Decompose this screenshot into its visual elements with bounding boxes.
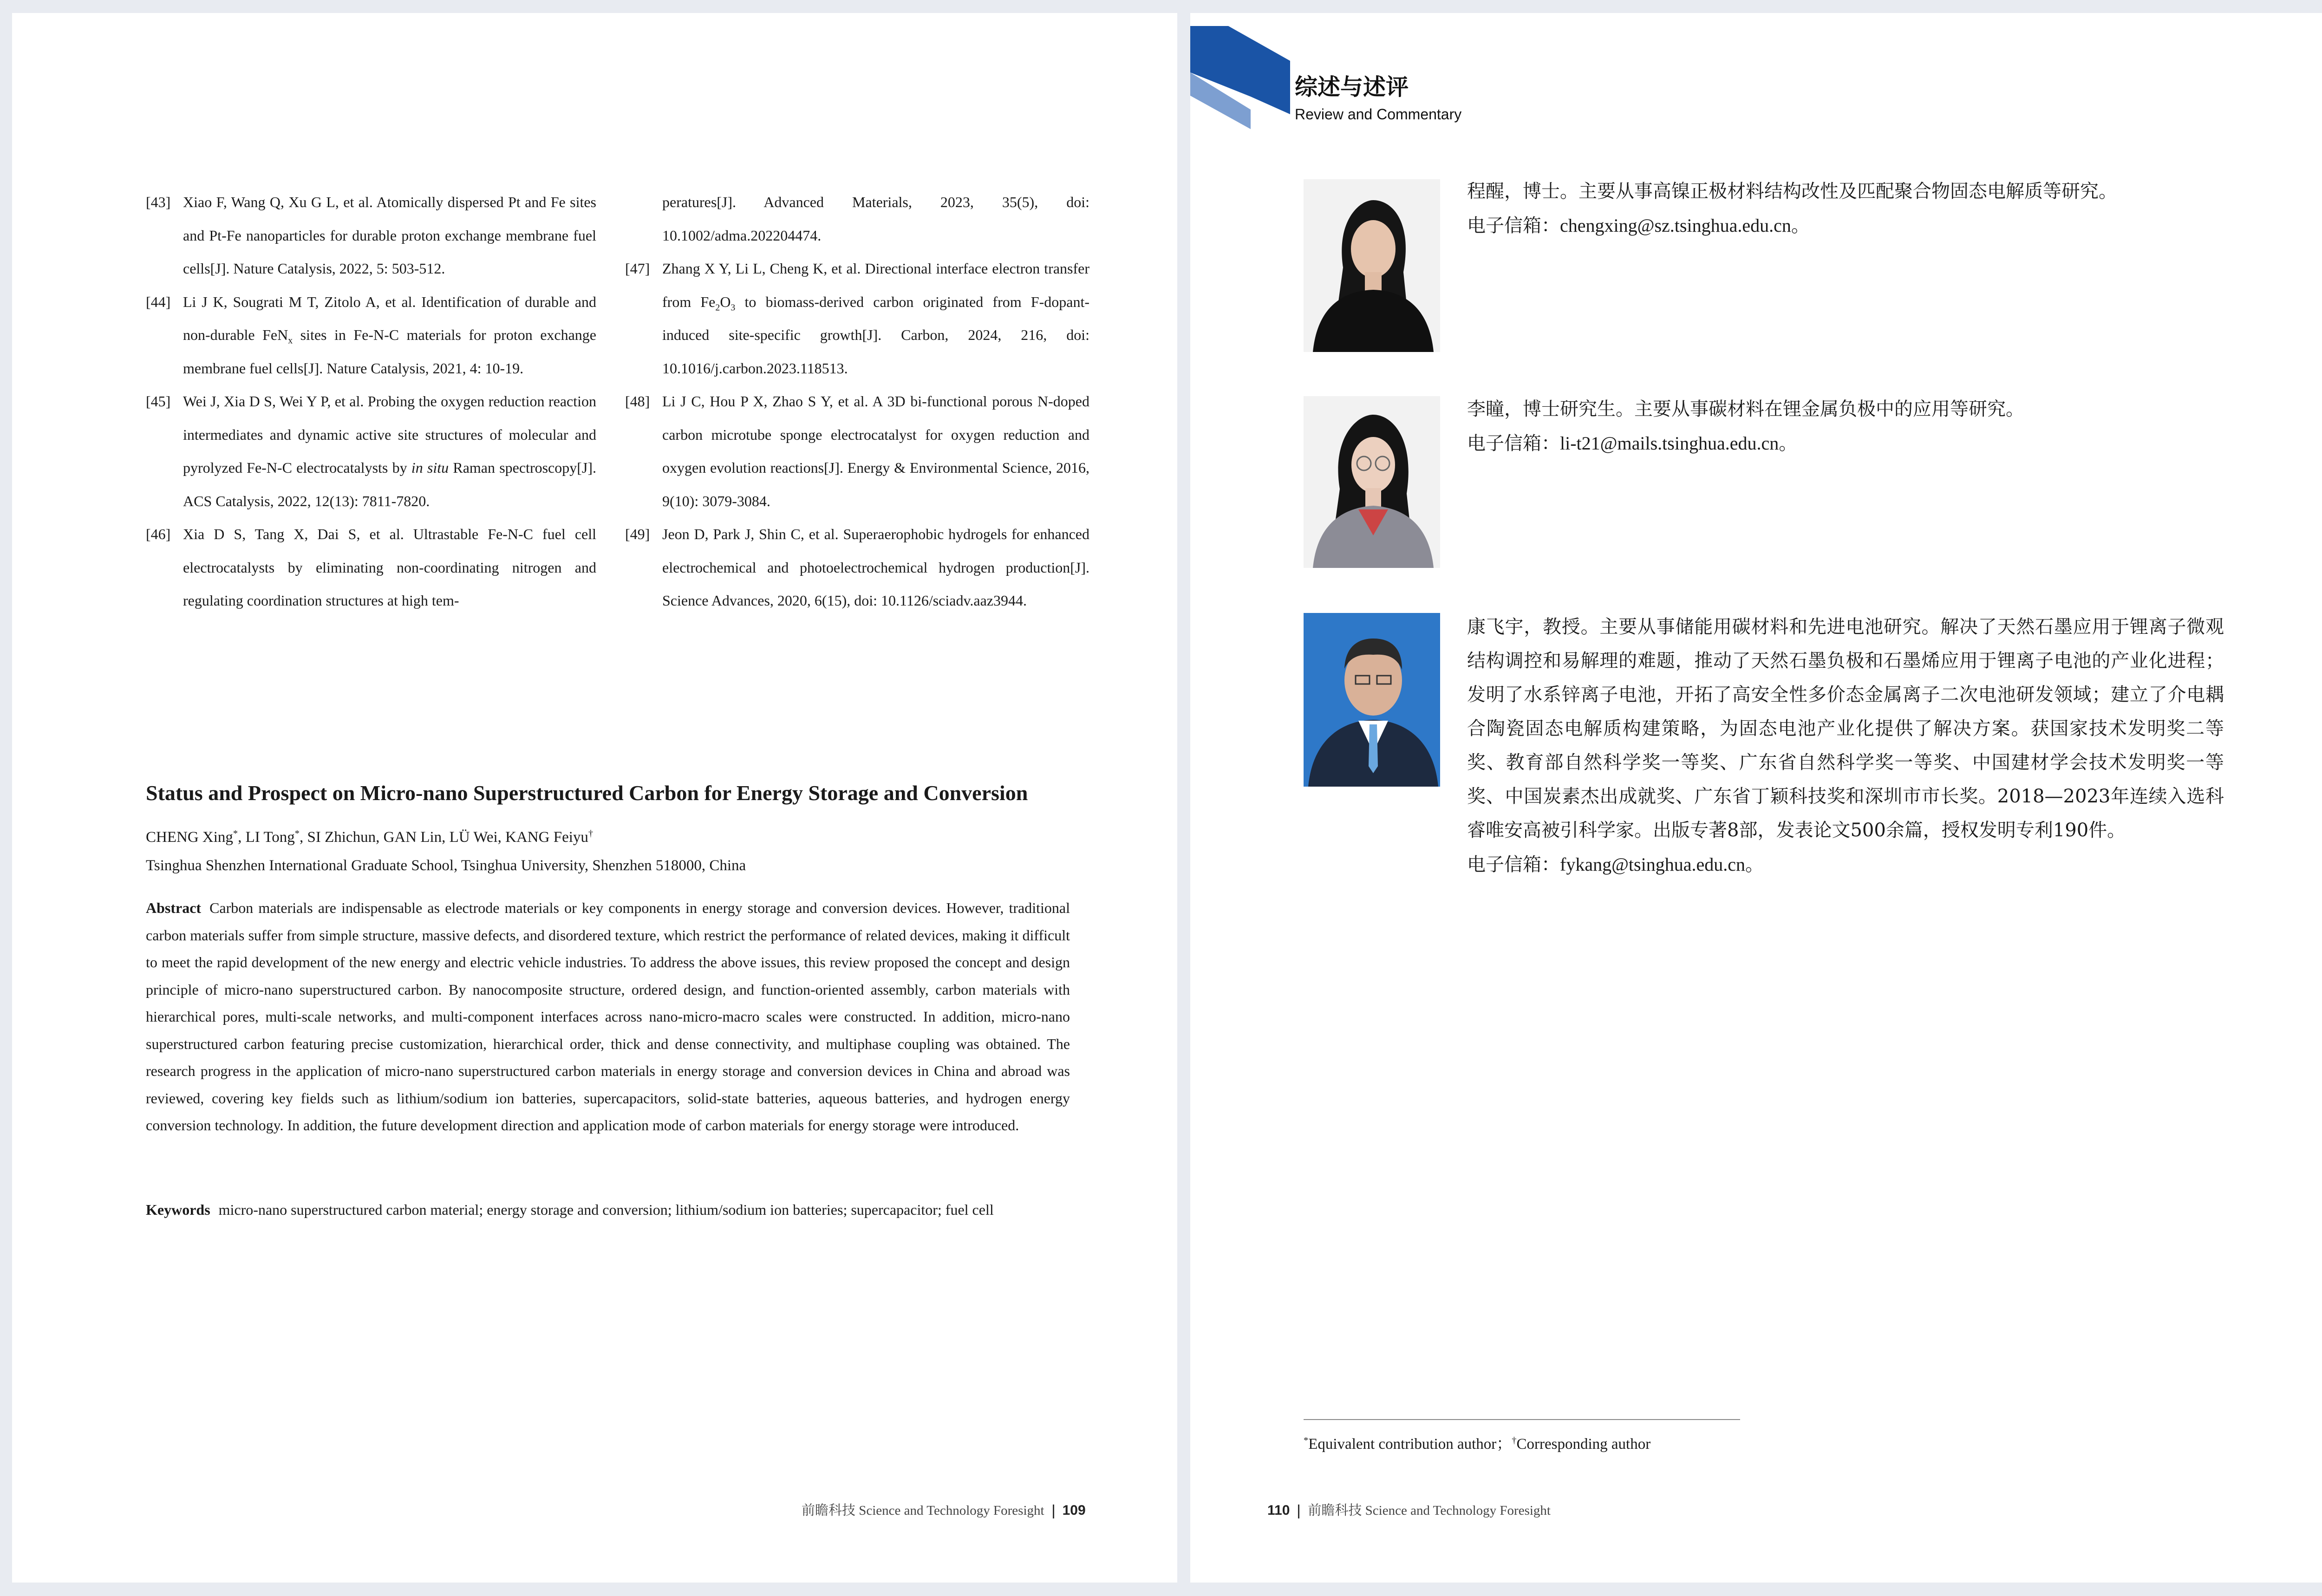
author-email[interactable]: li-t21@mails.tsinghua.edu.cn xyxy=(1560,433,1779,454)
section-banner-graphic xyxy=(1190,26,1302,147)
reference-text: Xiao F, Wang Q, Xu G L, et al. Atomically dispersed Pt and Fe sites and Pt-Fe nanoparticles for durable proton exchange membrane fuel cells[J]. Nature Catalysis, 2022, 5: 503-512. xyxy=(183,194,596,277)
author: CHENG Xing xyxy=(146,829,233,846)
left-page xyxy=(12,13,1177,1583)
reference-46-continued xyxy=(625,186,1089,252)
abstract xyxy=(146,894,1070,1139)
section-title-en: Review and Commentary xyxy=(1295,106,1462,123)
page-footer xyxy=(1267,1501,1551,1520)
reference-46 xyxy=(146,518,596,618)
reference-text: Xia D S, Tang X, Dai S, et al. Ultrastable Fe-N-C fuel cell electrocatalysts by eliminating non-coordinating nitrogen and regulating coordination structures at high tem- xyxy=(183,526,596,609)
page-footer xyxy=(802,1501,1086,1520)
author-email[interactable]: fykang@tsinghua.edu.cn xyxy=(1560,854,1745,875)
author-bio-cheng-xing: 程醒，博士。主要从事高镍正极材料结构改性及匹配聚合物固态电解质等研究。 电子信箱：chengxing@sz.tsinghua.edu.cn。 xyxy=(1467,181,2117,236)
page-number: 110 xyxy=(1267,1503,1290,1518)
right-page xyxy=(1190,13,2322,1583)
reference-47 xyxy=(625,252,1089,385)
reference-text: Zhang X Y, Li L, Cheng K, et al. Directional interface electron transfer from $Fe_2O_3$ to biomass-derived carbon originated from F-dopant-induced site-specific growth[J]. Carbon, 2024, 216, doi: 10.1016/j.carbon.2023.118513. xyxy=(662,260,1090,377)
reference-number: [49] xyxy=(625,526,650,542)
reference-text: peratures[J]. Advanced Materials, 2023, 35(5), doi: 10.1002/adma.202204474. xyxy=(662,194,1089,244)
reference-number: [45] xyxy=(146,393,171,410)
author-bio-li-tong: 李瞳，博士研究生。主要从事碳材料在锂金属负极中的应用等研究。 电子信箱：li-t21@mails.tsinghua.edu.cn。 xyxy=(1467,398,2024,454)
section-title-cn: 综述与述评 xyxy=(1295,74,1409,100)
author: SI Zhichun xyxy=(307,829,376,846)
reference-text: Wei J, Xia D S, Wei Y P, et al. Probing the oxygen reduction reaction intermediates and dynamic active site structures of molecular and pyrolyzed Fe-N-C electrocatalysts by in situ Raman spectroscopy[J]. ACS Catalysis, 2022, 12(13): 7811-7820. xyxy=(183,393,597,509)
author: LÜ Wei xyxy=(449,829,498,846)
reference-43 xyxy=(146,186,596,286)
footnote-rule xyxy=(1304,1419,1740,1420)
reference-text: Li J C, Hou P X, Zhao S Y, et al. A 3D bi-functional porous N-doped carbon microtube sponge electrocatalyst for oxygen reduction and oxygen evolution reactions[J]. Energy & Environmental Science, 2016, 9(10): 3079-3084. xyxy=(662,393,1089,509)
keywords xyxy=(146,1196,1070,1224)
reference-number: [46] xyxy=(146,526,171,542)
page-number: 109 xyxy=(1062,1503,1086,1518)
author-photo-cheng-xing xyxy=(1304,179,1440,352)
abstract-label: Abstract xyxy=(146,899,202,916)
reference-number: [43] xyxy=(146,194,171,210)
author: LI Tong xyxy=(245,829,295,846)
author-bio-kang-feiyu: 康飞宇，教授。主要从事储能用碳材料和先进电池研究。解决了天然石墨应用于锂离子微观结构调控和易解理的难题，推动了天然石墨负极和石墨烯应用于锂离子电池的产业化进程；发明了水系锌离子电池，开拓了高安全性多价态金属离子二次电池研发领域；建立了介电耦合陶瓷固态电解质构建策略，为固态电池产业化提供了解决方案。获国家技术发明奖二等奖、教育部自然科学奖一等奖、广东省自然科学奖一等奖、中国建材学会技术发明奖一等奖、中国炭素杰出成就奖、广东省丁颖科技奖和深圳市市长奖。2018—2023年连续入选科睿唯安高被引科学家。出版专著8部，发表论文500余篇，授权发明专利190件。 电子信箱：fykang@tsinghua.edu.cn。 xyxy=(1467,616,2224,875)
author: KANG Feiyu xyxy=(505,829,588,846)
author-email[interactable]: chengxing@sz.tsinghua.edu.cn xyxy=(1560,215,1791,236)
footnote: *Equivalent contribution author；†Corresponding author xyxy=(1304,1435,1651,1453)
reference-45 xyxy=(146,385,596,518)
references-column-1 xyxy=(146,186,596,618)
journal-name: 前瞻科技 Science and Technology Foresight xyxy=(1308,1503,1551,1518)
references-column-2 xyxy=(625,186,1089,618)
keywords-label: Keywords xyxy=(146,1201,210,1218)
reference-number: [44] xyxy=(146,293,171,310)
english-title: Status and Prospect on Micro-nano Superstructured Carbon for Energy Storage and Conversion xyxy=(146,781,1028,805)
author-photo-li-tong xyxy=(1304,396,1440,568)
reference-number: [48] xyxy=(625,393,650,410)
reference-text: Jeon D, Park J, Shin C, et al. Superaerophobic hydrogels for enhanced electrochemical and photoelectrochemical hydrogen production[J]. Science Advances, 2020, 6(15), doi: 10.1126/sciadv.aaz3944. xyxy=(662,526,1089,609)
author-list: CHENG Xing*, LI Tong*, SI Zhichun, GAN Lin, LÜ Wei, KANG Feiyu† xyxy=(146,828,594,846)
reference-44 xyxy=(146,286,596,385)
journal-name: 前瞻科技 Science and Technology Foresight xyxy=(802,1503,1044,1518)
reference-number: [47] xyxy=(625,260,650,277)
reference-text: Li J K, Sougrati M T, Zitolo A, et al. Identification of durable and non-durable FeN$_x$ sites in Fe-N-C materials for proton exchange membrane fuel cells[J]. Nature Catalysis, 2021, 4: 10-19. xyxy=(183,293,597,377)
author: GAN Lin xyxy=(383,829,442,846)
affiliation: Tsinghua Shenzhen International Graduate School, Tsinghua University, Shenzhen 518000, China xyxy=(146,857,746,874)
reference-49 xyxy=(625,518,1089,618)
author-photo-kang-feiyu xyxy=(1304,613,1440,787)
reference-48 xyxy=(625,385,1089,518)
keywords-text: micro-nano superstructured carbon material; energy storage and conversion; lithium/sodium ion batteries; supercapacitor; fuel cell xyxy=(218,1201,994,1218)
abstract-text: Carbon materials are indispensable as electrode materials or key components in energy storage and conversion devices. However, traditional carbon materials suffer from simple structure, massive defects, and disordered texture, which restrict the performance of related devices, making it difficult to meet the rapid development of the new energy and electric vehicle industries. To address the above issues, this review proposed the concept and design principle of micro-nano superstructured carbon. By nanocomposite structure, ordered design, and function-oriented assembly, carbon materials with hierarchical pores, multi-scale networks, and multi-component interfaces across nano-micro-macro scales were constructed. In addition, micro-nano superstructured carbon featuring precise customization, hierarchical order, thick and dense connectivity, and multiphase coupling was obtained. The research progress in the application of micro-nano superstructured carbon materials in energy storage and conversion devices in China and abroad was reviewed, covering key fields such as lithium/sodium ion batteries, supercapacitors, solid-state batteries, aqueous batteries, and hydrogen energy conversion technology. In addition, the future development direction and application mode of carbon materials for energy storage were introduced. xyxy=(146,899,1070,1133)
